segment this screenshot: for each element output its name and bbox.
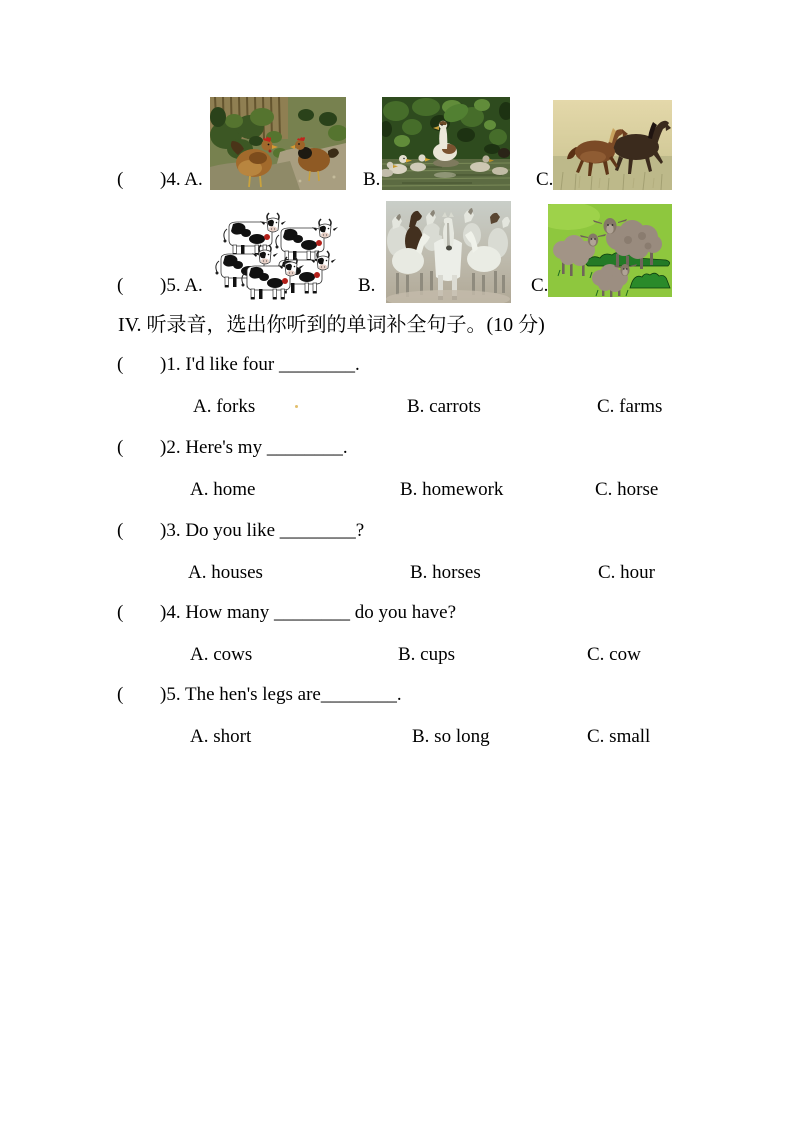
answer-bracket: ( <box>117 602 124 623</box>
question-4-text: )4. How many ________ do you have? <box>160 602 457 623</box>
question-3-text: )3. Do you like ________? <box>160 520 365 541</box>
question-2-option-a: A. home <box>190 479 256 500</box>
option-b-label: B. <box>358 275 376 296</box>
question-1-option-b: B. carrots <box>407 396 481 417</box>
answer-bracket: ( <box>117 169 124 190</box>
illustration-cartoon-cows <box>213 203 340 300</box>
question-5-text: )5. The hen's legs are________. <box>160 684 402 705</box>
question-4-number-and-option-a: )4. A. <box>160 169 203 190</box>
photo-hens <box>210 97 346 190</box>
question-2-text: )2. Here's my ________. <box>160 437 348 458</box>
illustration-sheep <box>548 204 672 297</box>
question-1-option-a: A. forks <box>193 396 256 417</box>
option-c-label: C. <box>531 275 549 296</box>
question-3-option-c: C. hour <box>598 562 655 583</box>
question-3-option-b: B. horses <box>410 562 481 583</box>
option-b-label: B. <box>363 169 381 190</box>
photo-white-horse-herd <box>386 201 511 303</box>
stray-mark <box>295 405 298 408</box>
question-5-option-c: C. small <box>587 726 651 747</box>
question-5-number-and-option-a: )5. A. <box>160 275 203 296</box>
answer-bracket: ( <box>117 684 124 705</box>
section-iv-heading: IV. 听录音，选出你听到的单词补全句子。(10 分) <box>118 314 545 336</box>
question-5-option-b: B. so long <box>412 726 490 747</box>
answer-bracket: ( <box>117 520 124 541</box>
question-3-option-a: A. houses <box>188 562 263 583</box>
option-c-label: C. <box>536 169 554 190</box>
question-1-option-c: C. farms <box>597 396 663 417</box>
photo-ducks <box>382 97 510 190</box>
question-4-option-b: B. cups <box>398 644 455 665</box>
question-1-text: )1. I'd like four ________. <box>160 354 360 375</box>
question-2-option-c: C. horse <box>595 479 659 500</box>
question-5-option-a: A. short <box>190 726 252 747</box>
question-4-option-c: C. cow <box>587 644 641 665</box>
question-2-option-b: B. homework <box>400 479 504 500</box>
answer-bracket: ( <box>117 354 124 375</box>
answer-bracket: ( <box>117 437 124 458</box>
photo-two-horses <box>553 100 672 190</box>
answer-bracket: ( <box>117 275 124 296</box>
question-4-option-a: A. cows <box>190 644 253 665</box>
